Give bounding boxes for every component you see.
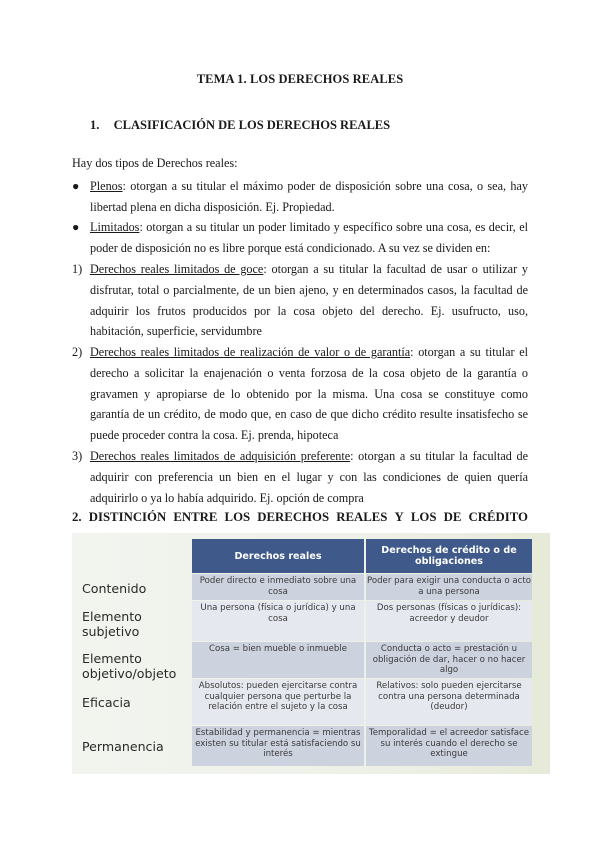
table-cell-real: Poder directo e inmediato sobre una cosa bbox=[192, 574, 364, 600]
table-cell-real: Una persona (física o jurídica) y una cosa bbox=[192, 601, 364, 641]
section-2-word: LOS bbox=[224, 510, 251, 524]
section-2-word: Y bbox=[394, 510, 404, 524]
row-label-eficacia: Eficacia bbox=[82, 695, 131, 710]
bullet-term: Limitados bbox=[90, 220, 140, 234]
section-2-word: DISTINCIÓN bbox=[88, 510, 167, 524]
bullet-marker: ● bbox=[72, 220, 80, 234]
bullet-text: : otorgan a su titular el máximo poder de disposición sobre una cosa, o sea, hay libertad plena en dicha disposición. Ej. Propiedad. bbox=[90, 179, 528, 214]
bullet-marker: ● bbox=[72, 179, 80, 193]
table-cell-real: Cosa = bien mueble o inmueble bbox=[192, 642, 364, 678]
table-header-derechos-reales: Derechos reales bbox=[192, 539, 364, 573]
document-title: TEMA 1. LOS DERECHOS REALES bbox=[196, 72, 404, 86]
table-cell-credito: Temporalidad = el acreedor satisface su interés cuando el derecho se extingue bbox=[366, 726, 532, 766]
numbered-term: Derechos reales limitados de realización de valor o de garantía bbox=[90, 345, 411, 359]
comparison-table bbox=[72, 533, 550, 774]
table-cell-credito: Dos personas (físicas o jurídicas): acreedor y deudor bbox=[366, 601, 532, 641]
intro-paragraph: Hay dos tipos de Derechos reales: bbox=[72, 156, 238, 170]
table-cell-credito: Relativos: solo pueden ejercitarse contra una persona determinada (deudor) bbox=[366, 679, 532, 725]
number-marker: 1) bbox=[72, 262, 83, 276]
bullet-item-plenos bbox=[72, 176, 528, 218]
section-2-word: CRÉDITO bbox=[468, 510, 528, 524]
section-2-word: REALES bbox=[336, 510, 388, 524]
table-cell-real: Absolutos: pueden ejercitarse contra cualquier persona que perturbe la relación entre el sujeto y la cosa bbox=[192, 679, 364, 725]
numbered-text: : otorgan a su titular el derecho a solicitar la enajenación o venta forzosa de la cosa objeto de la garantía o gravamen y apropiarse de lo obtenido por la misma. Una cosa se constituye como garantía de un crédito, de modo que, en caso de que dicho crédito resulte insatisfecho se puede proceder contra la cosa. Ej. prenda, hipoteca bbox=[90, 345, 529, 443]
numbered-item-goce bbox=[72, 259, 528, 342]
row-label-elemento-objetivo: Elemento objetivo/objeto bbox=[82, 651, 177, 681]
table-cell-credito: Poder para exigir una conducta o acto a una persona bbox=[366, 574, 532, 600]
section-2-word: ENTRE bbox=[173, 510, 218, 524]
section-2-word: LOS bbox=[410, 510, 437, 524]
table-cell-credito: Conducta o acto = prestación u obligación de dar, hacer o no hacer algo bbox=[366, 642, 532, 678]
numbered-item-adquisicion bbox=[72, 446, 528, 508]
section-2-word: DE bbox=[443, 510, 462, 524]
numbered-item-garantia bbox=[72, 342, 529, 446]
bullet-item-limitados bbox=[72, 217, 528, 259]
bullet-term: Plenos bbox=[90, 179, 123, 193]
row-label-elemento-subjetivo: Elemento subjetivo bbox=[82, 609, 142, 639]
table-cell-real: Estabilidad y permanencia = mientras existen su titular está satisfaciendo su interés bbox=[192, 726, 364, 766]
row-label-contenido: Contenido bbox=[82, 581, 147, 596]
section-1-title: CLASIFICACIÓN DE LOS DERECHOS REALES bbox=[113, 118, 391, 132]
numbered-term: Derechos reales limitados de adquisición preferente bbox=[90, 449, 351, 463]
table-header-derechos-credito: Derechos de crédito o de obligaciones bbox=[366, 539, 532, 573]
row-label-permanencia: Permanencia bbox=[82, 739, 164, 754]
bullet-text: : otorgan a su titular un poder limitado y específico sobre una cosa, es decir, el poder de disposición no es libre porque está condicionado. A su vez se dividen en: bbox=[90, 220, 528, 255]
number-marker: 2) bbox=[72, 345, 83, 359]
numbered-term: Derechos reales limitados de goce bbox=[90, 262, 264, 276]
section-1-number: 1. bbox=[90, 118, 100, 132]
section-2-heading bbox=[72, 510, 528, 525]
section-2-number: 2. bbox=[72, 510, 82, 524]
numbered-text: : otorgan a su titular la facultad de adquirir con preferencia un bien en el lugar y con las condiciones de quien quería adquirirlo o ya lo había adquirido. Ej. opción de compra bbox=[90, 449, 528, 505]
section-1-heading bbox=[90, 118, 390, 133]
numbered-text: : otorgan a su titular la facultad de usar o utilizar y disfrutar, total o parcialmente, de un bien ajeno, y en determinados casos, la facultad de adquirir los frutos producidos por la cosa objeto del derecho. Ej. usufructo, uso, habitación, superficie, servidumbre bbox=[90, 262, 528, 339]
number-marker: 3) bbox=[72, 449, 83, 463]
section-2-word: DERECHOS bbox=[257, 510, 330, 524]
